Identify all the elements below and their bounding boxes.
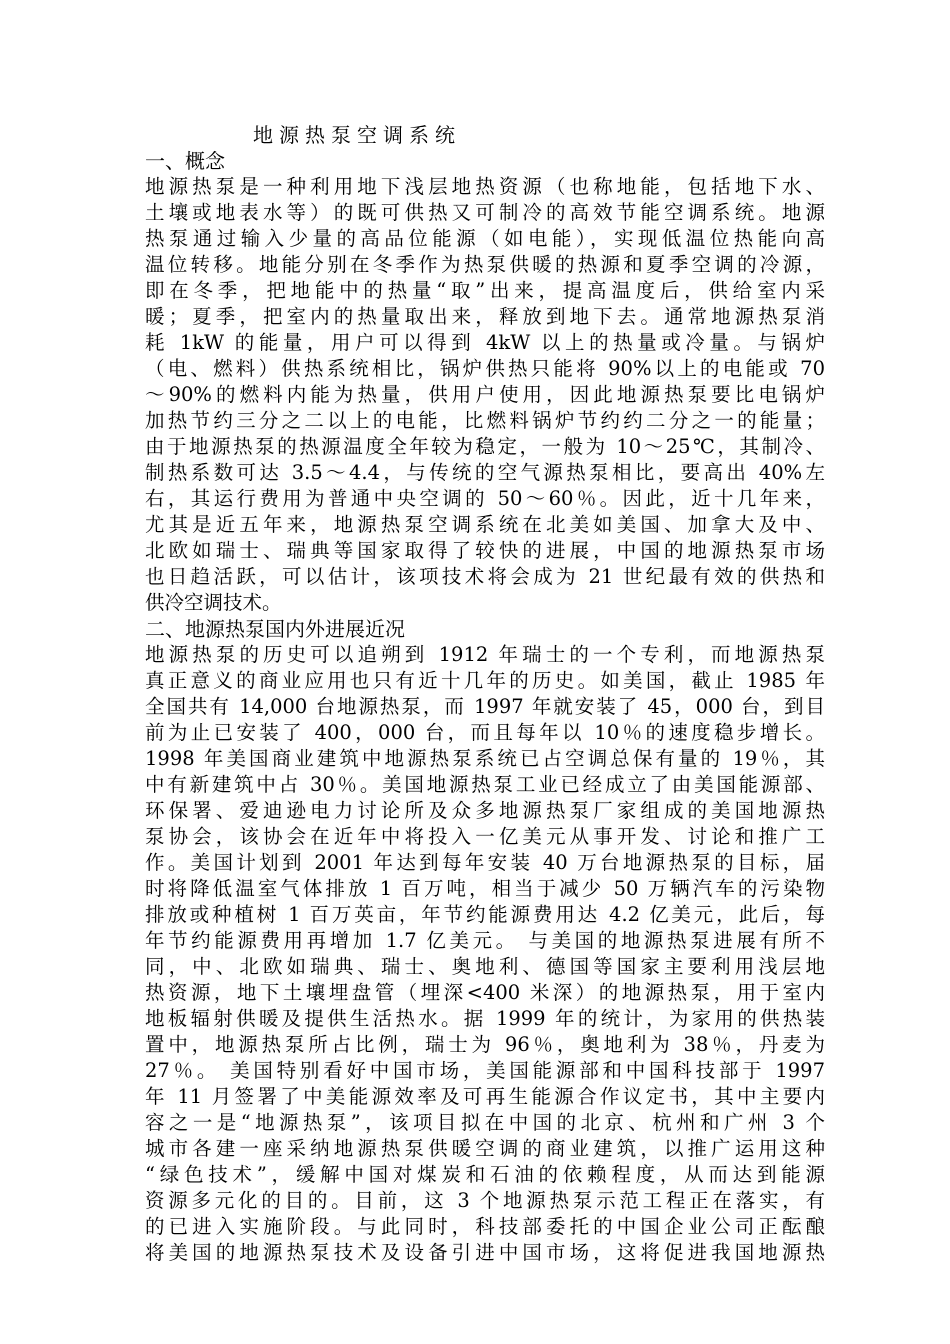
text-line: 前为止已安装了 400，000 台，而且每年以 10％的速度稳步增长。 xyxy=(145,721,825,744)
section-body-concept xyxy=(145,174,825,616)
document-page xyxy=(145,122,825,1266)
text-line: 27％。 美国特别看好中国市场，美国能源部和中国科技部于 1997 xyxy=(145,1059,825,1082)
text-line: 地板辐射供暖及提供生活热水。据 1999 年的统计，为家用的供热装 xyxy=(145,1007,825,1030)
document-title: 地源热泵空调系统 xyxy=(253,123,461,147)
section-body-progress xyxy=(145,642,825,1266)
text-line: 由于地源热泵的热源温度全年较为稳定，一般为 10～25℃，其制冷、 xyxy=(145,435,825,458)
text-line: 真正意义的商业应用也只有近十几年的历史。如美国，截止 1985 年 xyxy=(145,669,825,692)
text-line: 土壤或地表水等）的既可供热又可制冷的高效节能空调系统。地源 xyxy=(145,201,825,224)
text-line: 环保署、爱迪逊电力讨论所及众多地源热泵厂家组成的美国地源热 xyxy=(145,799,825,822)
text-line: 将美国的地源热泵技术及设备引进中国市场，这将促进我国地源热 xyxy=(145,1241,825,1264)
text-line: 1998 年美国商业建筑中地源热泵系统已占空调总保有量的 19％，其 xyxy=(145,747,825,770)
text-line: 年节约能源费用再增加 1.7 亿美元。 与美国的地源热泵进展有所不 xyxy=(145,929,825,952)
text-line: 尤其是近五年来，地源热泵空调系统在北美如美国、加拿大及中、 xyxy=(145,513,825,536)
text-line: 右，其运行费用为普通中央空调的 50～60％。因此，近十几年来， xyxy=(145,487,825,510)
text-line: 年 11 月签署了中美能源效率及可再生能源合作议定书，其中主要内 xyxy=(145,1085,825,1108)
text-line: 城市各建一座采纳地源热泵供暖空调的商业建筑，以推广运用这种 xyxy=(145,1137,825,1160)
text-line: 容之一是“地源热泵”，该项目拟在中国的北京、杭州和广州 3 个 xyxy=(145,1111,825,1134)
text-line: （电、燃料）供热系统相比，锅炉供热只能将 90%以上的电能或 70 xyxy=(145,357,825,380)
text-line: 泵协会，该协会在近年中将投入一亿美元从事开发、讨论和推广工 xyxy=(145,825,825,848)
text-line: 温位转移。地能分别在冬季作为热泵供暖的热源和夏季空调的冷源， xyxy=(145,253,825,276)
text-line: “绿色技术”，缓解中国对煤炭和石油的依赖程度，从而达到能源 xyxy=(145,1163,825,1186)
text-line: 也日趋活跃，可以估计，该项技术将会成为 21 世纪最有效的供热和 xyxy=(145,565,825,588)
text-line: 制热系数可达 3.5～4.4，与传统的空气源热泵相比，要高出 40%左 xyxy=(145,461,825,484)
text-line: 的已进入实施阶段。与此同时，科技部委托的中国企业公司正酝酿 xyxy=(145,1215,825,1238)
text-line: 全国共有 14,000 台地源热泵，而 1997 年就安装了 45，000 台，到目 xyxy=(145,695,825,718)
text-line: 时将降低温室气体排放 1 百万吨，相当于减少 50 万辆汽车的污染物 xyxy=(145,877,825,900)
text-line: 耗 1kW 的能量，用户可以得到 4kW 以上的热量或冷量。与锅炉 xyxy=(145,331,825,354)
text-line: 加热节约三分之二以上的电能，比燃料锅炉节约约二分之一的能量； xyxy=(145,409,825,432)
text-line: 中有新建筑中占 30％。美国地源热泵工业已经成立了由美国能源部、 xyxy=(145,773,825,796)
text-line: 即在冬季，把地能中的热量“取”出来，提高温度后，供给室内采 xyxy=(145,279,825,302)
section-heading-concept: 一、概念 xyxy=(145,149,225,173)
text-line: 北欧如瑞士、瑞典等国家取得了较快的进展，中国的地源热泵市场 xyxy=(145,539,825,562)
text-line: 资源多元化的目的。目前，这 3 个地源热泵示范工程正在落实，有 xyxy=(145,1189,825,1212)
text-line: 地源热泵的历史可以追朔到 1912 年瑞士的一个专利，而地源热泵 xyxy=(145,643,825,666)
text-line: ～90%的燃料内能为热量，供用户使用，因此地源热泵要比电锅炉 xyxy=(145,383,825,406)
text-line: 同，中、北欧如瑞典、瑞士、奥地利、德国等国家主要利用浅层地 xyxy=(145,955,825,978)
text-line: 热资源，地下土壤埋盘管（埋深<400 米深）的地源热泵，用于室内 xyxy=(145,981,825,1004)
text-line: 供冷空调技术。 xyxy=(145,591,282,614)
text-line: 作。美国计划到 2001 年达到每年安装 40 万台地源热泵的目标，届 xyxy=(145,851,825,874)
text-line: 地源热泵是一种利用地下浅层地热资源（也称地能，包括地下水、 xyxy=(145,175,825,198)
text-line: 热泵通过输入少量的高品位能源（如电能），实现低温位热能向高 xyxy=(145,227,825,250)
section-heading-progress: 二、地源热泵国内外进展近况 xyxy=(145,617,405,641)
text-line: 暖；夏季，把室内的热量取出来，释放到地下去。通常地源热泵消 xyxy=(145,305,825,328)
text-line: 置中，地源热泵所占比例，瑞士为 96％，奥地利为 38％，丹麦为 xyxy=(145,1033,825,1056)
text-line: 排放或种植树 1 百万英亩，年节约能源费用达 4.2 亿美元，此后，每 xyxy=(145,903,825,926)
